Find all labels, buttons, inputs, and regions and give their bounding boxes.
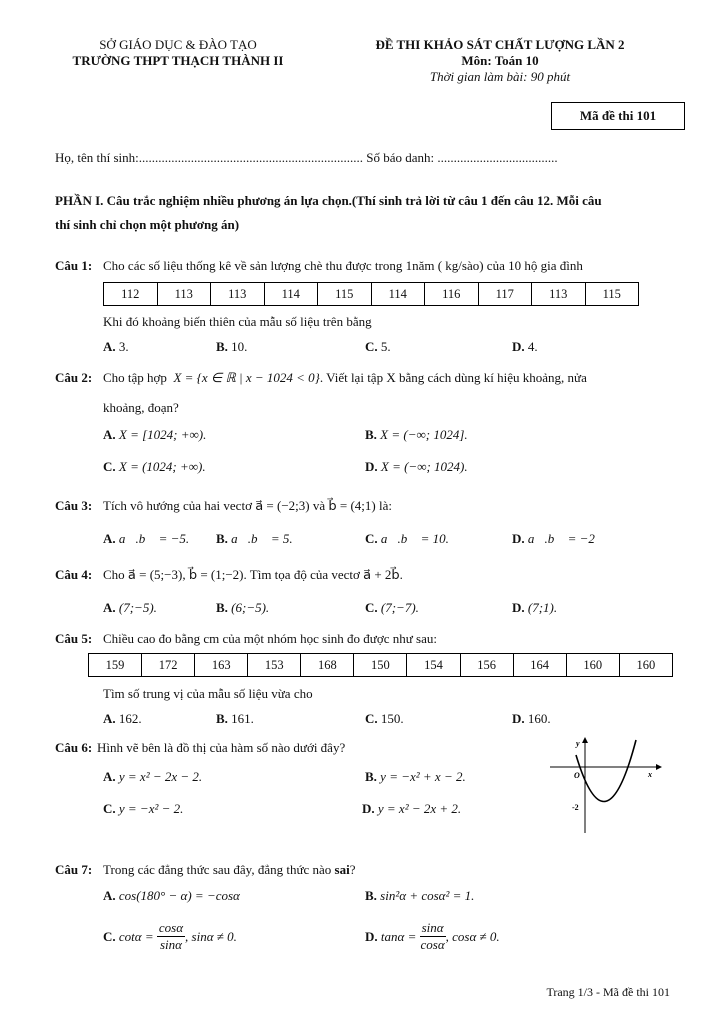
table-cell: 160 (566, 654, 619, 677)
q1-data-table (103, 282, 639, 306)
y-axis-arrow (582, 737, 588, 743)
table-cell: 150 (354, 654, 407, 677)
q5-data-table (88, 653, 673, 677)
q7-label: Câu 7: (55, 862, 93, 877)
q7-text: Trong các đẳng thức sau đây, đẳng thức nào sai? (103, 862, 356, 877)
q2-option-c: C. X = (1024; +∞). (103, 459, 206, 474)
q1-followup: Khi đó khoảng biến thiên của mẫu số liệu trên bằng (103, 314, 372, 329)
q2-option-b: B. X = (−∞; 1024]. (365, 427, 468, 442)
x-axis-label: x (648, 770, 652, 779)
school-name: TRƯỜNG THPT THẠCH THÀNH II (72, 53, 284, 68)
q2-text-cont: khoảng, đoạn? (103, 400, 179, 415)
q4-text: Cho a⃗ = (5;−3), b⃗ = (1;−2). Tìm tọa độ của vectơ a⃗ + 2b⃗. (103, 567, 403, 582)
q5-text: Chiều cao đo bằng cm của một nhóm học sinh đo được như sau: (103, 631, 437, 646)
q6-option-c: C. y = −x² − 2. (103, 801, 184, 816)
table-cell: 153 (248, 654, 301, 677)
q4-option-d: D. (7;1). (512, 600, 558, 615)
table-cell: 164 (513, 654, 566, 677)
part1-heading: PHẦN I. Câu trắc nghiệm nhiều phương án lựa chọn.(Thí sinh trả lời từ câu 1 đến câu 12. Mỗi câu (55, 193, 602, 208)
fraction: $\frac{\sin\alpha}{\cos\alpha}$ (420, 920, 445, 952)
q4-option-b: B. (6;−5). (216, 600, 270, 615)
fraction: $\frac{\cos\alpha}{\sin\alpha}$ (158, 920, 184, 952)
q7-option-d: D. tanα = $\frac{\sin\alpha}{\cos\alpha}$ , cosα ≠ 0. (365, 920, 500, 952)
x-axis-arrow (656, 764, 662, 770)
subject: Môn: Toán 10 (461, 53, 539, 68)
q5-option-a: A. 162. (103, 711, 142, 726)
table-cell: 115 (318, 283, 372, 306)
q3-label: Câu 3: (55, 498, 93, 513)
origin-label: O (574, 771, 580, 780)
table-cell: 113 (157, 283, 211, 306)
q5-followup: Tìm số trung vị của mẫu số liệu vừa cho (103, 686, 313, 701)
table-cell: 163 (195, 654, 248, 677)
q1-option-a: A. 3. (103, 339, 129, 354)
table-cell: 116 (425, 283, 479, 306)
q7-option-b: B. sin²α + cosα² = 1. (365, 888, 475, 903)
q4-option-c: C. (7;−7). (365, 600, 419, 615)
table-cell: 168 (301, 654, 354, 677)
q6-option-a: A. y = x² − 2x − 2. (103, 769, 203, 784)
q2-text: Cho tập hợp X = {x ∈ ℝ | x − 1024 < 0}. Viết lại tập X bằng cách dùng kí hiệu khoảng, nửa (103, 370, 587, 385)
q6-parabola-graph (548, 735, 663, 835)
q4-label: Câu 4: (55, 567, 93, 582)
table-cell: 113 (532, 283, 586, 306)
table-cell: 154 (407, 654, 460, 677)
q2-option-d: D. X = (−∞; 1024). (365, 459, 468, 474)
student-info-line: Họ, tên thí sinh:..................................................................... Số báo danh: ..................................... (55, 150, 558, 165)
q5-label: Câu 5: (55, 631, 93, 646)
q6-text: Hình vẽ bên là đồ thị của hàm số nào dưới đây? (97, 740, 346, 755)
q1-option-d: D. 4. (512, 339, 538, 354)
exam-title: ĐỀ THI KHẢO SÁT CHẤT LƯỢNG LẦN 2 (375, 37, 625, 52)
q3-option-d: D. a⃗.b⃗ = −2 (512, 531, 595, 546)
q6-option-d: D. y = x² − 2x + 2. (362, 801, 462, 816)
q3-text: Tích vô hướng của hai vectơ a⃗ = (−2;3) và b⃗ = (4;1) là: (103, 498, 392, 513)
table-cell: 160 (619, 654, 672, 677)
table-cell: 159 (89, 654, 142, 677)
page-footer: Trang 1/3 - Mã đề thi 101 (546, 985, 670, 999)
q4-option-a: A. (7;−5). (103, 600, 157, 615)
dept-name: SỞ GIÁO DỤC & ĐÀO TẠO (99, 37, 257, 52)
intercept-label: -2 (572, 803, 579, 812)
q3-option-c: C. a⃗.b⃗ = 10. (365, 531, 449, 546)
q1-text: Cho các số liệu thống kê về sản lượng chè thu được trong 1năm ( kg/sào) của 10 hộ gia đình (103, 258, 583, 273)
q3-option-b: B. a⃗.b⃗ = 5. (216, 531, 293, 546)
q5-option-c: C. 150. (365, 711, 404, 726)
q1-option-c: C. 5. (365, 339, 391, 354)
exam-time: Thời gian làm bài: 90 phút (429, 69, 571, 84)
q2-option-a: A. X = [1024; +∞). (103, 427, 207, 442)
q5-option-d: D. 160. (512, 711, 551, 726)
q1-option-b: B. 10. (216, 339, 248, 354)
table-cell: 113 (211, 283, 265, 306)
q7-option-c: C. cotα = $\frac{\cos\alpha}{\sin\alpha}$ , sinα ≠ 0. (103, 920, 237, 952)
q3-option-a: A. a⃗.b⃗ = −5. (103, 531, 190, 546)
table-cell: 117 (478, 283, 532, 306)
table-cell: 115 (585, 283, 639, 306)
q7-option-a: A. cos(180° − α) = −cosα (103, 888, 240, 903)
q6-option-b: B. y = −x² + x − 2. (365, 769, 466, 784)
q5-option-b: B. 161. (216, 711, 254, 726)
q2-label: Câu 2: (55, 370, 93, 385)
table-cell: 172 (142, 654, 195, 677)
q1-label: Câu 1: (55, 258, 93, 273)
part1-subheading: thí sinh chỉ chọn một phương án) (55, 217, 240, 232)
table-cell: 112 (104, 283, 158, 306)
exam-code-box: Mã đề thi 101 (551, 102, 685, 130)
table-cell: 114 (371, 283, 425, 306)
table-cell: 114 (264, 283, 318, 306)
q6-label: Câu 6: (55, 740, 93, 755)
table-cell: 156 (460, 654, 513, 677)
y-axis-label: y (576, 739, 580, 748)
